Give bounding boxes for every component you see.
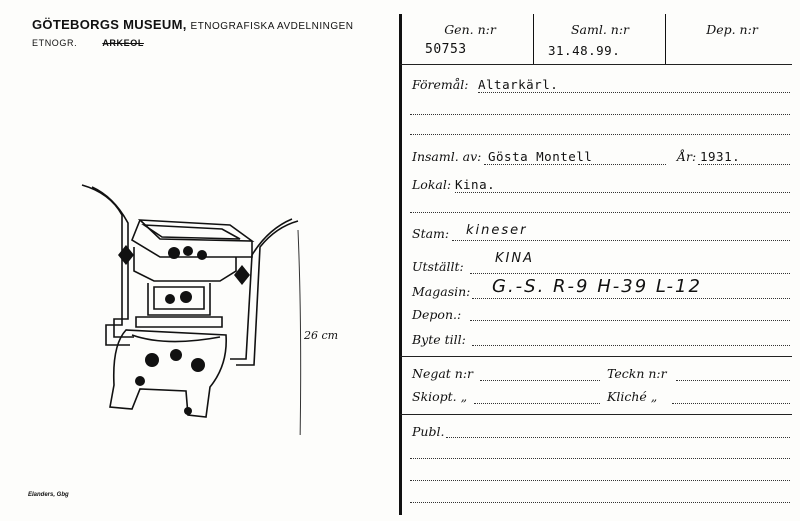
depon-label: Depon.: — [412, 307, 462, 322]
saml-nr-label: Saml. n:r — [570, 22, 630, 37]
insaml-value: Gösta Montell — [488, 149, 593, 164]
section-label: ETNOGR. — [32, 38, 78, 48]
skiopt-line — [474, 403, 600, 404]
byte-label: Byte till: — [412, 332, 466, 347]
magasin-label: Magasin: — [412, 284, 471, 299]
cliche-line — [672, 403, 790, 404]
publ-line-3 — [410, 480, 790, 481]
publ-line-4 — [410, 502, 790, 503]
teckn-line — [676, 380, 790, 381]
magasin-value: G.-S. R-9 H-39 L-12 — [492, 276, 702, 297]
department-name: ETNOGRAFISKA AVDELNINGEN — [190, 21, 354, 32]
ar-label: År: — [677, 149, 697, 164]
publ-line — [446, 437, 790, 438]
publ-line-2 — [410, 458, 790, 459]
ar-line — [698, 164, 790, 165]
publ-label: Publ. — [412, 424, 445, 439]
ar-value: 1931. — [700, 149, 741, 164]
lokal-line-2 — [410, 212, 790, 213]
stam-label: Stam: — [412, 226, 450, 241]
negat-line — [480, 380, 600, 381]
lokal-line — [455, 192, 790, 193]
insaml-label: Insaml. av: — [412, 149, 482, 164]
cliche-label: Kliché „ — [607, 389, 658, 404]
byte-line — [472, 345, 790, 346]
magasin-line — [472, 298, 790, 299]
museum-name: GÖTEBORGS MUSEUM, — [32, 17, 187, 32]
gen-nr-value: 50753 — [425, 42, 467, 57]
header-cell-divider-2 — [665, 14, 666, 64]
stam-line — [452, 240, 790, 241]
mid-rule — [400, 356, 792, 357]
insaml-line — [484, 164, 666, 165]
utstallt-line — [470, 273, 790, 274]
saml-nr-value: 31.48.99. — [548, 43, 621, 58]
lower-rule — [400, 414, 792, 415]
utstallt-label: Utställt: — [412, 259, 464, 274]
section-row — [32, 38, 144, 48]
gen-nr-label: Gen. n:r — [444, 22, 496, 37]
foremal-label: Föremål: — [412, 77, 469, 92]
dep-nr-label: Dep. n:r — [706, 22, 758, 37]
skiopt-label: Skiopt. „ — [412, 389, 468, 404]
altar-vessel-drawing — [70, 175, 310, 435]
utstallt-value: KINA — [495, 251, 534, 266]
lokal-value: Kina. — [455, 177, 496, 192]
card-left-border — [399, 14, 402, 515]
foremal-value: Altarkärl. — [478, 77, 559, 92]
foremal-line-2 — [410, 114, 790, 115]
museum-header — [32, 17, 354, 32]
printer-mark: Elanders, Gbg — [28, 492, 69, 498]
lokal-label: Lokal: — [412, 177, 452, 192]
negat-label: Negat n:r — [412, 366, 474, 381]
header-bottom-rule — [400, 64, 792, 65]
depon-line — [470, 320, 790, 321]
struck-section-label: ARKEOL — [102, 38, 144, 48]
header-cell-divider-1 — [533, 14, 534, 64]
stam-value: kineser — [466, 223, 528, 238]
dimension-note: 26 cm — [304, 329, 339, 342]
foremal-line — [478, 92, 790, 93]
teckn-label: Teckn n:r — [607, 366, 667, 381]
foremal-line-3 — [410, 134, 790, 135]
